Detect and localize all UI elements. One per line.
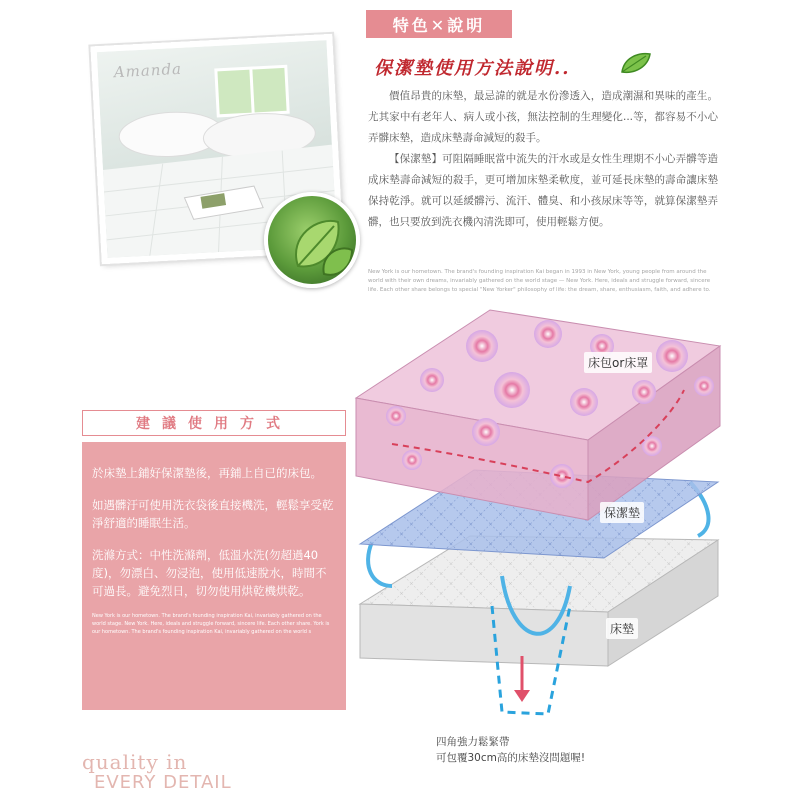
mattress-layer <box>360 536 718 666</box>
tagline-line-2: EVERY DETAIL <box>94 772 232 793</box>
banner-title: 特色✕說明 <box>392 15 486 35</box>
usage-panel <box>82 442 346 710</box>
green-leaf-icon <box>618 50 652 76</box>
layer-diagram-svg <box>352 306 732 726</box>
usage-paragraph-1: 於床墊上鋪好保潔墊後，再鋪上自已的床包。 <box>92 466 322 480</box>
product-photo <box>88 32 350 266</box>
layer-diagram <box>352 306 732 726</box>
leaf-photo-circle <box>264 192 360 288</box>
section-banner <box>366 10 512 38</box>
usage-fine-print: New York is our hometown. The brand's founding inspiration Kai, invariably gathered on the world stage. New York. Here, ideals and struggle forward, sincere life. Each other share. York is our hometown. The brand's founding inspiration Kai, invariably gathered on the world s <box>92 613 330 635</box>
description <box>368 86 718 233</box>
description-fine-print: New York is our hometown. The brand's founding inspiration Kai began in 1993 in New York, young people from around the world with their own dreams, invariably gathered on the world stage — New York. Here, ideals and struggle forward, sincere life. Each other share belongs to special "New Yorker" philosophy of life: the dream, share, enthusiasm, faith, and adhere to. <box>368 269 711 293</box>
sheet-label: 床包or床罩 <box>584 352 652 373</box>
description-paragraph-2: 【保潔墊】可阻隔睡眠當中流失的汗水或是女性生理期不小心弄髒等造成床墊壽命減短的殺手，更可增加床墊柔軟度，並可延長床墊的壽命讓床墊保持乾淨。就可以延緩髒污、流汗、體臭、和小孩尿床等等，就算保潔墊弄髒，也只要放到洗衣機內清洗即可，使用輕鬆方便。 <box>368 153 718 228</box>
caption-line-2: 可包覆30cm高的床墊沒問題喔! <box>436 752 586 764</box>
usage-title-text: 建議使用方式 <box>136 416 292 432</box>
tagline-line-1: quality in <box>82 750 188 774</box>
caption-line-1: 四角強力鬆緊帶 <box>436 736 510 748</box>
usage-paragraph-2: 如遇髒汙可使用洗衣袋後直接機洗，輕鬆享受乾淨舒適的睡眠生活。 <box>92 498 334 530</box>
description-paragraph-1: 價值昂貴的床墊，最忌諱的就是水份滲透入，造成潮濕和異味的產生。尤其家中有老年人、病人或小孩，無法控制的生理變化...等，都容易不小心弄髒床墊，造成床墊壽命減短的殺手。 <box>368 90 718 144</box>
leaf-icon <box>268 196 360 288</box>
page-title: 保潔墊使用方法說明.. <box>374 58 571 79</box>
photo-brand-text: Amanda <box>113 59 183 82</box>
diagram-caption <box>436 734 585 766</box>
pad-label: 保潔墊 <box>600 502 644 523</box>
usage-paragraph-3: 洗滌方式：中性洗滌劑，低溫水洗(勿超過40度)，勿漂白、勿浸泡，使用低速脫水，時間不可過長。避免烈日，切勿使用烘乾機烘乾。 <box>92 548 327 598</box>
mattress-label: 床墊 <box>606 618 638 639</box>
usage-title <box>82 410 346 436</box>
